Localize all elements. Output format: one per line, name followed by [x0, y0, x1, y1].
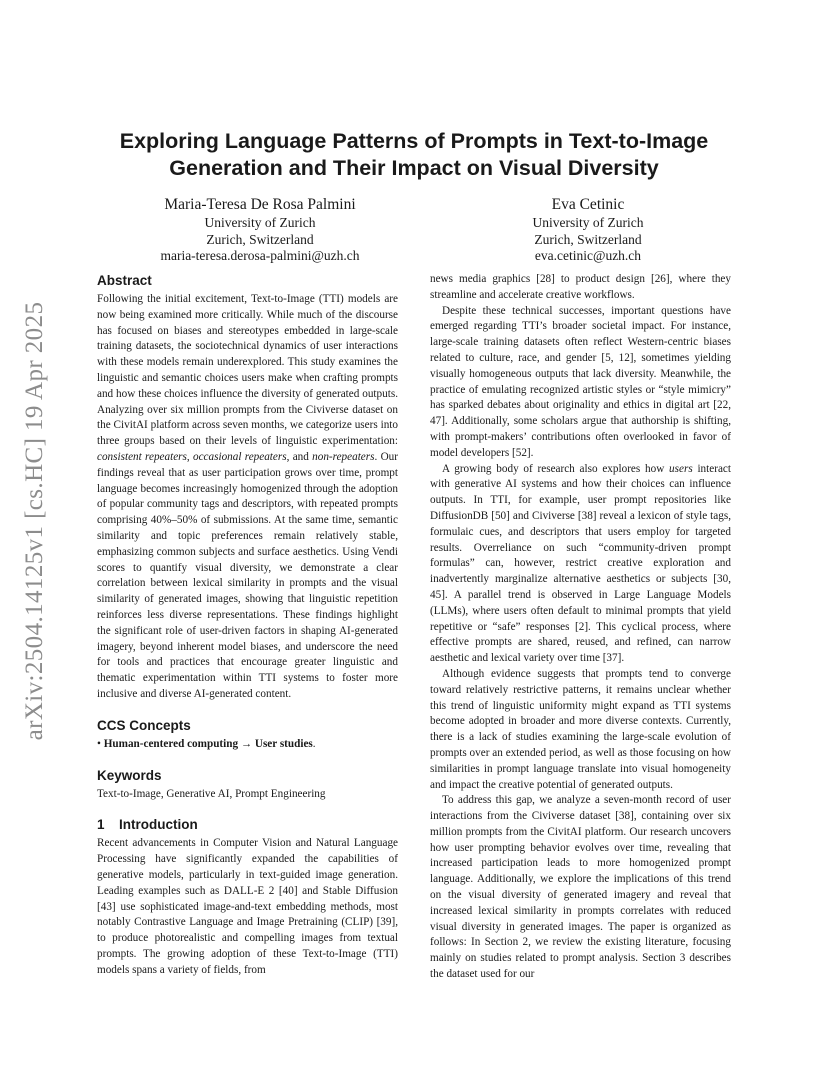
- arxiv-identifier-text: arXiv:2504.14125v1 [cs.HC] 19 Apr 2025: [21, 301, 48, 741]
- arxiv-identifier: [14, 286, 56, 756]
- bullet: •: [97, 737, 101, 750]
- abstract-heading: Abstract: [97, 273, 152, 288]
- author-location: Zurich, Switzerland: [534, 231, 642, 247]
- intro-paragraph: Despite these technical successes, important questions have emerged regarding TTI’s broader societal impact. For instance, large-scale training datasets often reflect Western-centric biases related to culture, race, and gender [5, 12], sometimes yielding visually homogeneous outputs that lack diversity. Meanwhile, the practice of emulating recognized artistic styles or “style mimicry” has sparked debates about originality and ethics in digital art [22, 47]. Additionally, some scholars argue that authorship is shifting, with prompt-makers’ contributions often overlooked in favor of model developers [52].: [430, 304, 731, 459]
- abstract-separator: ,: [186, 450, 193, 463]
- author-email: eva.cetinic@uzh.ch: [534, 248, 642, 263]
- paragraph-text: A growing body of research also explores how: [442, 462, 670, 475]
- section-title: Introduction: [119, 817, 198, 833]
- paragraph-emphasis: users: [669, 462, 693, 475]
- paragraph-text: interact with generative AI systems and how their choices can influence outputs. In TTI, for example, user prompt repositories like DiffusionDB [50] and Civiverse [38] reveal a lexicon of style tags, formulaic cues, and descriptors that users employ for targeted results. Overreliance on such “community-driven prompt formulas” can, however, restrict creative exploration and inadvertently marginalize alternative aesthetics or subjects [30, 45]. A parallel trend is observed in Large Language Models (LLMs), where users often default to minimal prompts that yield repetitive or “safe” responses [2]. This cyclical process, where effective prompts are shared, reused, and refined, can narrow aesthetic and lexical variety over time [37].: [430, 462, 731, 665]
- author-affiliation: University of Zurich: [532, 215, 644, 230]
- right-column: [430, 272, 731, 983]
- ccs-concepts: [97, 737, 398, 753]
- intro-paragraph: To address this gap, we analyze a seven-month record of user interactions from the Civiverse dataset [38], containing over six million prompts from the CivitAI platform. Our research uncovers how user prompting behavior evolves over time, revealing that increased participation leads to more homogenized prompt language. Additionally, we explore the implications of this trend on the visual diversity of generated imagery and reveal that increased lexical similarity in prompts correlates with reduced visual diversity in generated images. The paper is organized as follows: In Section 2, we review the existing literature, focusing mainly on studies related to prompt analysis. Section 3 describes the dataset used for our: [430, 794, 731, 981]
- intro-paragraph: Recent advancements in Computer Vision and Natural Language Processing have significantly expanded the capabilities of generative models, particularly in text-guided image generation. Leading examples such as DALL-E 2 [40] and Stable Diffusion [43] use sophisticated image-and-text embedding methods, most notably Contrastive Language and Image Pretraining (CLIP) [39], to produce photorealistic and compelling images from textual prompts. The growing adoption of these Text-to-Image (TTI) models spans a variety of fields, from: [97, 837, 398, 976]
- abstract-text-part: . Our findings reveal that as user participation grows over time, prompt language becomes increasingly homogenized through the adoption of popular community tags and descriptors, with repeated prompts comprising 40%–50% of submissions. At the same time, semantic similarity and topic preferences remain relatively stable, emphasizing common subjects and surface aesthetics. Using Vendi scores to quantify visual diversity, we demonstrate a clear correlation between lexical similarity in prompts and the visual similarity of generated images, showing that linguistic repetition reinforces less diverse representations. These findings highlight the significant role of user-driven factors in shaping AI-generated imagery, beyond inherent model biases, and underscore the need for tools and practices that encourage greater linguistic and thematic experimentation within TTI systems to foster more inclusive and diverse AI-generated content.: [97, 450, 398, 700]
- abstract-emphasis: consistent repeaters: [97, 450, 187, 463]
- ccs-end: .: [312, 737, 316, 750]
- abstract-emphasis: occasional repeaters: [192, 450, 287, 463]
- author-affiliation: University of Zurich: [204, 215, 316, 230]
- author-name: Maria-Teresa De Rosa Palmini: [164, 196, 356, 213]
- ccs-heading: CCS Concepts: [97, 717, 191, 733]
- author-block-2: [468, 196, 708, 265]
- intro-paragraph: [430, 462, 731, 667]
- paper-title: Exploring Language Patterns of Prompts in Text-to-Image Generation and Their Impact on Visual Diversity: [119, 129, 709, 180]
- abstract-text: [97, 292, 398, 703]
- abstract-text-part: Following the initial excitement, Text-to-Image (TTI) models are now being examined more critically. While much of the discourse has focused on biases and stereotypes embedded in large-scale training datasets, the sociotechnical dynamics of user interactions with these models remain underexplored. This study examines the linguistic and semantic choices users make when crafting prompts and how these choices influence the diversity of generated outputs. Analyzing over six million prompts from the Civiverse dataset on the CivitAI platform across seven months, we categorize users into three groups based on their levels of linguistic experimentation:: [97, 293, 398, 448]
- left-column: [97, 272, 398, 978]
- intro-paragraph: news media graphics [28] to product design [26], where they streamline and accelerate creative workflows.: [430, 273, 731, 301]
- keywords-heading: Keywords: [97, 767, 162, 783]
- abstract-separator: , and: [286, 450, 313, 463]
- section-number: 1: [97, 817, 105, 833]
- author-email: maria-teresa.derosa-palmini@uzh.ch: [160, 248, 360, 263]
- author-name: Eva Cetinic: [551, 196, 625, 213]
- author-location: Zurich, Switzerland: [206, 231, 314, 247]
- section-heading-introduction: [97, 816, 398, 833]
- keywords-text: Text-to-Image, Generative AI, Prompt Engineering: [97, 787, 326, 800]
- ccs-term: Human-centered computing: [103, 737, 239, 750]
- intro-paragraph: Although evidence suggests that prompts tend to converge toward relatively restrictive patterns, it remains unclear whether this trend of linguistic uniformity might expand as TTI systems become adopted in broader and more diverse contexts. Currently, there is a lack of studies examining the large-scale evolution of prompts over an extended period, as well as those focusing on how similarities in prompt language translate into visual homogeneity and impact the creative potential of generated outputs.: [430, 667, 731, 791]
- ccs-term: User studies: [254, 737, 313, 750]
- author-block-1: [110, 196, 410, 265]
- arrow-icon: →: [238, 737, 255, 750]
- abstract-emphasis: non-repeaters: [312, 450, 375, 463]
